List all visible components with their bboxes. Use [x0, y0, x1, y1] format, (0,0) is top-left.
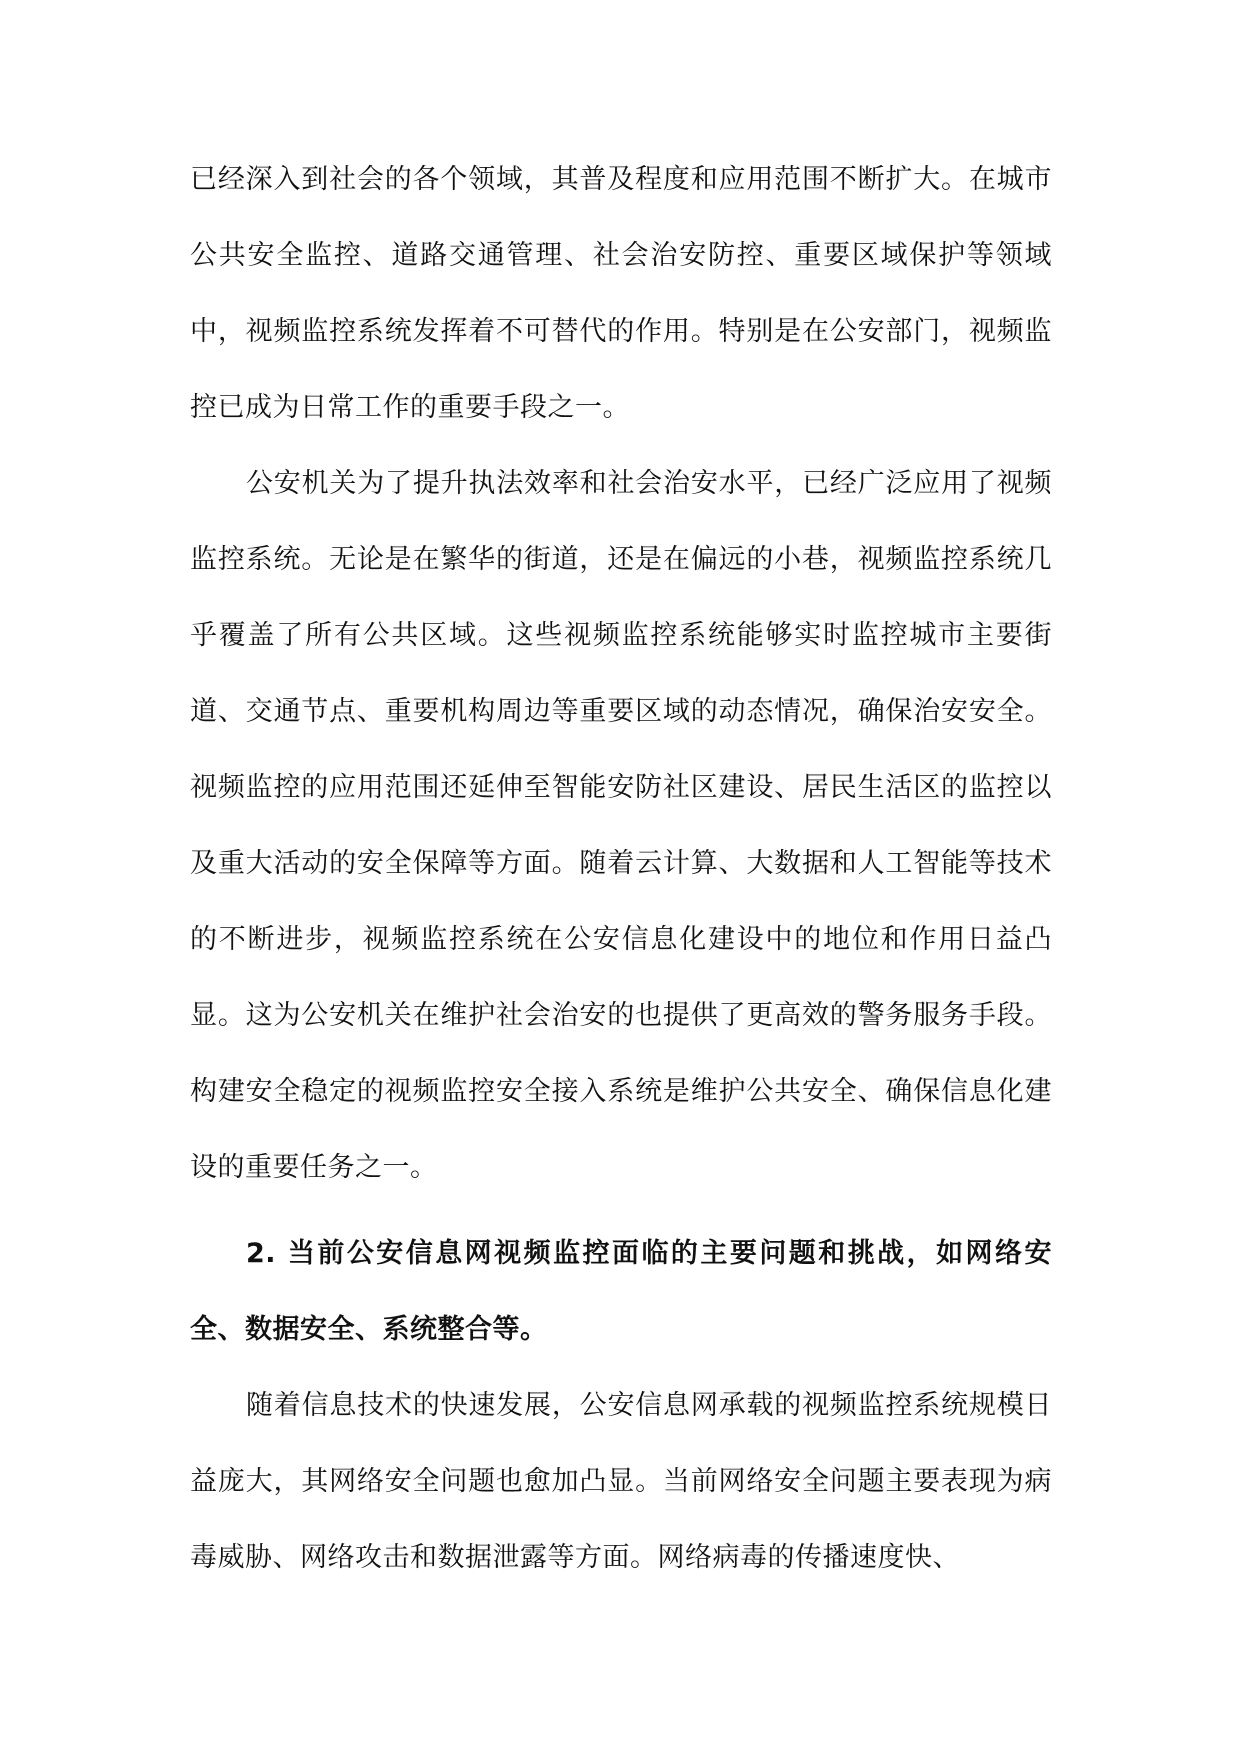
section-heading: 2. 当前公安信息网视频监控面临的主要问题和挑战，如网络安全、数据安全、系统整合等。	[190, 1238, 1052, 1345]
document-body	[190, 142, 1052, 1596]
paragraph-continued: 已经深入到社会的各个领域，其普及程度和应用范围不断扩大。在城市公共安全监控、道路交通管理、社会治安防控、重要区域保护等领域中，视频监控系统发挥着不可替代的作用。特别是在公安部门，视频监控已成为日常工作的重要手段之一。	[190, 164, 1052, 423]
paragraph-network-security: 随着信息技术的快速发展，公安信息网承载的视频监控系统规模日益庞大，其网络安全问题也愈加凸显。当前网络安全问题主要表现为病毒威胁、网络攻击和数据泄露等方面。网络病毒的传播速度快、	[190, 1390, 1052, 1573]
paragraph-public-security: 公安机关为了提升执法效率和社会治安水平，已经广泛应用了视频监控系统。无论是在繁华的街道，还是在偏远的小巷，视频监控系统几乎覆盖了所有公共区域。这些视频监控系统能够实时监控城市主要街道、交通节点、重要机构周边等重要区域的动态情况，确保治安安全。视频监控的应用范围还延伸至智能安防社区建设、居民生活区的监控以及重大活动的安全保障等方面。随着云计算、大数据和人工智能等技术的不断进步，视频监控系统在公安信息化建设中的地位和作用日益凸显。这为公安机关在维护社会治安的也提供了更高效的警务服务手段。构建安全稳定的视频监控安全接入系统是维护公共安全、确保信息化建设的重要任务之一。	[190, 468, 1052, 1183]
